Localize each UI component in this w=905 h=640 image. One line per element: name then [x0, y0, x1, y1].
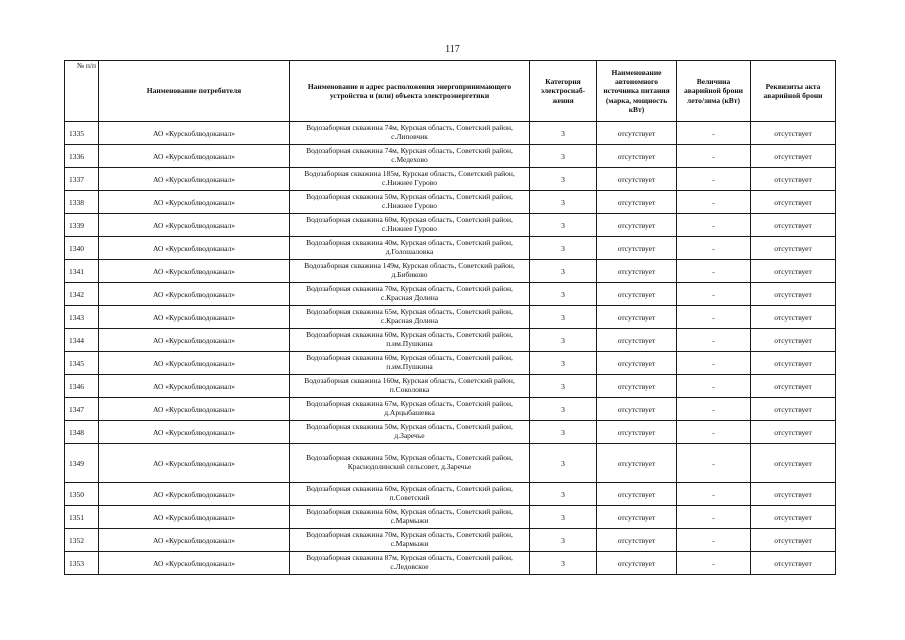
- consumer-name: АО «Курскоблводоканал»: [99, 283, 290, 306]
- header-address: Наименование и адрес расположения энергопринимающего устройства и (или) объекта электроэнергетики: [290, 61, 530, 122]
- emergency-reserve: -: [677, 145, 751, 168]
- object-address: Водозаборная скважина 50м, Курская область, Советский район, д.Заречье: [290, 421, 530, 444]
- object-address: Водозаборная скважина 74м, Курская область, Советский район, с.Липовчик: [290, 122, 530, 145]
- act-details: отсутствует: [751, 352, 836, 375]
- supply-category: 3: [530, 237, 597, 260]
- act-details: отсутствует: [751, 306, 836, 329]
- emergency-reserve: -: [677, 122, 751, 145]
- supply-category: 3: [530, 214, 597, 237]
- autonomous-source: отсутствует: [597, 483, 677, 506]
- row-number: 1348: [65, 421, 99, 444]
- emergency-reserve: -: [677, 329, 751, 352]
- row-number: 1337: [65, 168, 99, 191]
- supply-category: 3: [530, 260, 597, 283]
- consumer-name: АО «Курскоблводоканал»: [99, 444, 290, 483]
- supply-category: 3: [530, 483, 597, 506]
- autonomous-source: отсутствует: [597, 306, 677, 329]
- object-address: Водозаборная скважина 70м, Курская область, Советский район, с.Мармыжи: [290, 529, 530, 552]
- object-address: Водозаборная скважина 160м, Курская область, Советский район, п.Соколовка: [290, 375, 530, 398]
- table-row: [65, 398, 836, 421]
- object-address: Водозаборная скважина 87м, Курская область, Советский район, с.Ледовское: [290, 552, 530, 575]
- emergency-reserve: -: [677, 552, 751, 575]
- object-address: Водозаборная скважина 60м, Курская область, Советский район, п.им.Пушкина: [290, 352, 530, 375]
- row-number: 1336: [65, 145, 99, 168]
- table-row: [65, 283, 836, 306]
- object-address: Водозаборная скважина 60м, Курская область, Советский район, п.Советский: [290, 483, 530, 506]
- supply-category: 3: [530, 329, 597, 352]
- object-address: Водозаборная скважина 60м, Курская область, Советский район, п.им.Пушкина: [290, 329, 530, 352]
- emergency-reserve: -: [677, 421, 751, 444]
- supply-category: 3: [530, 352, 597, 375]
- emergency-reserve: -: [677, 237, 751, 260]
- table-row: [65, 506, 836, 529]
- emergency-reserve: -: [677, 444, 751, 483]
- consumer-name: АО «Курскоблводоканал»: [99, 421, 290, 444]
- autonomous-source: отсутствует: [597, 398, 677, 421]
- supply-category: 3: [530, 398, 597, 421]
- header-act-details: Реквизиты акта аварийной брони: [751, 61, 836, 122]
- act-details: отсутствует: [751, 122, 836, 145]
- table-header-row: [65, 61, 836, 122]
- object-address: Водозаборная скважина 67м, Курская область, Советский район, д.Арцыбашевка: [290, 398, 530, 421]
- emergency-reserve: -: [677, 168, 751, 191]
- consumer-name: АО «Курскоблводоканал»: [99, 214, 290, 237]
- object-address: Водозаборная скважина 74м, Курская область, Советский район, с.Медехово: [290, 145, 530, 168]
- table-row: [65, 421, 836, 444]
- act-details: отсутствует: [751, 237, 836, 260]
- consumer-name: АО «Курскоблводоканал»: [99, 260, 290, 283]
- row-number: 1338: [65, 191, 99, 214]
- autonomous-source: отсутствует: [597, 145, 677, 168]
- autonomous-source: отсутствует: [597, 421, 677, 444]
- act-details: отсутствует: [751, 552, 836, 575]
- row-number: 1339: [65, 214, 99, 237]
- table-row: [65, 375, 836, 398]
- consumer-name: АО «Курскоблводоканал»: [99, 329, 290, 352]
- object-address: Водозаборная скважина 50м, Курская область, Советский район, с.Нижнее Гурово: [290, 191, 530, 214]
- autonomous-source: отсутствует: [597, 260, 677, 283]
- autonomous-source: отсутствует: [597, 506, 677, 529]
- consumer-name: АО «Курскоблводоканал»: [99, 306, 290, 329]
- emergency-reserve: -: [677, 191, 751, 214]
- row-number: 1352: [65, 529, 99, 552]
- autonomous-source: отсутствует: [597, 122, 677, 145]
- autonomous-source: отсутствует: [597, 444, 677, 483]
- emergency-reserve: -: [677, 398, 751, 421]
- supply-category: 3: [530, 552, 597, 575]
- supply-category: 3: [530, 375, 597, 398]
- object-address: Водозаборная скважина 70м, Курская область, Советский район, с.Красная Долина: [290, 283, 530, 306]
- emergency-reserve: -: [677, 352, 751, 375]
- table-row: [65, 191, 836, 214]
- act-details: отсутствует: [751, 145, 836, 168]
- consumer-name: АО «Курскоблводоканал»: [99, 352, 290, 375]
- header-num: № п/п: [65, 61, 99, 122]
- row-number: 1347: [65, 398, 99, 421]
- table-row: [65, 483, 836, 506]
- consumer-name: АО «Курскоблводоканал»: [99, 529, 290, 552]
- supply-category: 3: [530, 191, 597, 214]
- row-number: 1346: [65, 375, 99, 398]
- consumer-name: АО «Курскоблводоканал»: [99, 552, 290, 575]
- act-details: отсутствует: [751, 283, 836, 306]
- autonomous-source: отсутствует: [597, 375, 677, 398]
- act-details: отсутствует: [751, 191, 836, 214]
- autonomous-source: отсутствует: [597, 168, 677, 191]
- row-number: 1350: [65, 483, 99, 506]
- row-number: 1353: [65, 552, 99, 575]
- table-row: [65, 444, 836, 483]
- table-body: [65, 122, 836, 575]
- emergency-reserve: -: [677, 214, 751, 237]
- emergency-reserve: -: [677, 506, 751, 529]
- header-emergency-reserve: Величина аварийной брони лето/зима (кВт): [677, 61, 751, 122]
- table-row: [65, 145, 836, 168]
- emergency-reserve: -: [677, 283, 751, 306]
- table-row: [65, 552, 836, 575]
- object-address: Водозаборная скважина 60м, Курская область, Советский район, с.Мармыжи: [290, 506, 530, 529]
- autonomous-source: отсутствует: [597, 352, 677, 375]
- table-row: [65, 529, 836, 552]
- act-details: отсутствует: [751, 329, 836, 352]
- autonomous-source: отсутствует: [597, 283, 677, 306]
- emergency-reserve: -: [677, 260, 751, 283]
- act-details: отсутствует: [751, 444, 836, 483]
- supply-category: 3: [530, 283, 597, 306]
- row-number: 1343: [65, 306, 99, 329]
- header-autonomous-source: Наименование автономного источника питания (марка, мощность кВт): [597, 61, 677, 122]
- supply-category: 3: [530, 306, 597, 329]
- emergency-reserve: -: [677, 375, 751, 398]
- object-address: Водозаборная скважина 50м, Курская область, Советский район, Краснодолинский сельсовет, д.Заречье: [290, 444, 530, 483]
- table-row: [65, 214, 836, 237]
- act-details: отсутствует: [751, 529, 836, 552]
- row-number: 1344: [65, 329, 99, 352]
- autonomous-source: отсутствует: [597, 191, 677, 214]
- supply-category: 3: [530, 168, 597, 191]
- act-details: отсутствует: [751, 375, 836, 398]
- table-row: [65, 168, 836, 191]
- row-number: 1335: [65, 122, 99, 145]
- act-details: отсутствует: [751, 483, 836, 506]
- autonomous-source: отсутствует: [597, 214, 677, 237]
- supply-category: 3: [530, 145, 597, 168]
- table-row: [65, 237, 836, 260]
- row-number: 1340: [65, 237, 99, 260]
- table-row: [65, 260, 836, 283]
- consumer-name: АО «Курскоблводоканал»: [99, 145, 290, 168]
- act-details: отсутствует: [751, 214, 836, 237]
- supply-category: 3: [530, 444, 597, 483]
- act-details: отсутствует: [751, 506, 836, 529]
- header-category: Категория электроснаб-жения: [530, 61, 597, 122]
- row-number: 1351: [65, 506, 99, 529]
- row-number: 1349: [65, 444, 99, 483]
- object-address: Водозаборная скважина 185м, Курская область, Советский район, с.Нижнее Гурово: [290, 168, 530, 191]
- consumer-name: АО «Курскоблводоканал»: [99, 191, 290, 214]
- act-details: отсутствует: [751, 168, 836, 191]
- act-details: отсутствует: [751, 421, 836, 444]
- table-row: [65, 352, 836, 375]
- consumer-name: АО «Курскоблводоканал»: [99, 398, 290, 421]
- object-address: Водозаборная скважина 60м, Курская область, Советский район, с.Нижнее Гурово: [290, 214, 530, 237]
- table-row: [65, 306, 836, 329]
- row-number: 1341: [65, 260, 99, 283]
- act-details: отсутствует: [751, 260, 836, 283]
- autonomous-source: отсутствует: [597, 237, 677, 260]
- table-row: [65, 122, 836, 145]
- row-number: 1345: [65, 352, 99, 375]
- autonomous-source: отсутствует: [597, 329, 677, 352]
- consumer-name: АО «Курскоблводоканал»: [99, 168, 290, 191]
- supply-category: 3: [530, 529, 597, 552]
- consumer-name: АО «Курскоблводоканал»: [99, 122, 290, 145]
- object-address: Водозаборная скважина 149м, Курская область, Советский район, д.Бибиково: [290, 260, 530, 283]
- supply-category: 3: [530, 506, 597, 529]
- act-details: отсутствует: [751, 398, 836, 421]
- autonomous-source: отсутствует: [597, 529, 677, 552]
- supply-category: 3: [530, 122, 597, 145]
- row-number: 1342: [65, 283, 99, 306]
- object-address: Водозаборная скважина 40м, Курская область, Советский район, д.Голошаловка: [290, 237, 530, 260]
- emergency-reserve: -: [677, 306, 751, 329]
- supply-category: 3: [530, 421, 597, 444]
- emergency-reserve: -: [677, 529, 751, 552]
- emergency-reserve: -: [677, 483, 751, 506]
- page-number: 117: [445, 44, 460, 55]
- header-consumer: Наименование потребителя: [99, 61, 290, 122]
- object-address: Водозаборная скважина 65м, Курская область, Советский район, с.Красная Долина: [290, 306, 530, 329]
- autonomous-source: отсутствует: [597, 552, 677, 575]
- consumer-name: АО «Курскоблводоканал»: [99, 237, 290, 260]
- consumer-name: АО «Курскоблводоканал»: [99, 483, 290, 506]
- backup-power-registry-table: [64, 60, 836, 575]
- consumer-name: АО «Курскоблводоканал»: [99, 375, 290, 398]
- table-row: [65, 329, 836, 352]
- consumer-name: АО «Курскоблводоканал»: [99, 506, 290, 529]
